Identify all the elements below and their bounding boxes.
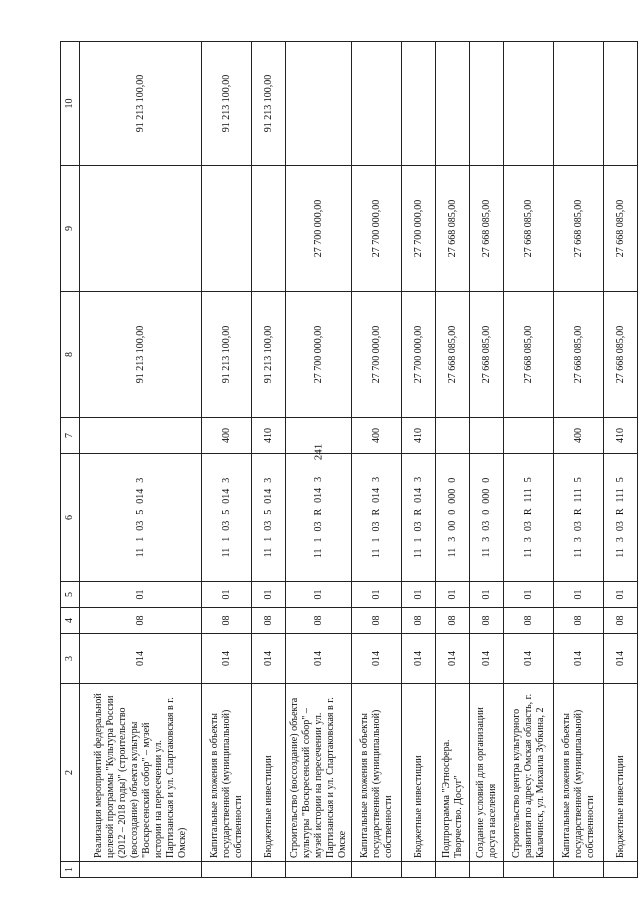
- table-row: [470, 42, 504, 878]
- table-header-row: [61, 42, 80, 878]
- cell-section: 08: [504, 608, 554, 634]
- cell-total: 91 213 100,00: [80, 292, 202, 418]
- cell-name: Бюджетные инвестиции: [604, 684, 638, 862]
- cell-name: Капитальные вложения в объекты государственной (муниципальной) собственности: [352, 684, 402, 862]
- cell-ministry-code: 014: [286, 634, 352, 684]
- column-header-9: 9: [61, 166, 80, 292]
- cell-col10: 91 213 100,00: [202, 42, 252, 166]
- cell-name: Капитальные вложения в объекты государственной (муниципальной) собственности: [554, 684, 604, 862]
- cell-ministry-code: 014: [252, 634, 286, 684]
- target-article-part: 5: [262, 509, 274, 515]
- table-row: [286, 42, 352, 878]
- target-article-part: 111: [522, 488, 534, 503]
- target-article-part: 11: [446, 547, 458, 558]
- cell-col9: [252, 166, 286, 292]
- target-article-part: 3: [134, 477, 146, 483]
- cell-total: 27 668 085,00: [436, 292, 470, 418]
- target-article-part: 03: [572, 521, 584, 532]
- cell-subsection: 01: [202, 582, 252, 608]
- cell-col9: 27 668 085,00: [554, 166, 604, 292]
- target-article-part: 1: [412, 537, 424, 543]
- cell-target-article: [80, 454, 202, 582]
- target-article-part: 3: [412, 476, 424, 482]
- cell-col1: [504, 862, 554, 878]
- target-article-part: R: [614, 508, 626, 516]
- cell-col9: [80, 166, 202, 292]
- cell-col1: [554, 862, 604, 878]
- cell-col9: [202, 166, 252, 292]
- cell-target-article: [470, 454, 504, 582]
- target-article-part: R: [572, 508, 584, 516]
- target-article-part: 111: [572, 488, 584, 503]
- cell-ministry-code: 014: [402, 634, 436, 684]
- cell-name: Создание условий для организации досуга населения: [470, 684, 504, 862]
- cell-section: 08: [286, 608, 352, 634]
- cell-ministry-code: 014: [352, 634, 402, 684]
- target-article-part: 0: [446, 509, 458, 515]
- table-row: [352, 42, 402, 878]
- cell-total: 91 213 100,00: [202, 292, 252, 418]
- cell-total: 91 213 100,00: [252, 292, 286, 418]
- target-article-part: 3: [370, 476, 382, 482]
- cell-section: 08: [604, 608, 638, 634]
- cell-name: Бюджетные инвестиции: [252, 684, 286, 862]
- table-row: [554, 42, 604, 878]
- cell-target-article: [554, 454, 604, 582]
- target-article-part: 000: [480, 488, 492, 504]
- cell-total: 27 700 000,00: [286, 292, 352, 418]
- cell-col10: [554, 42, 604, 166]
- cell-name: Строительство (воссоздание) объекта культуры "Воскресенский собор" – музей истории на пересечении ул. Партизанская и ул. Спартаковская в г. Омске: [286, 684, 352, 862]
- target-article-part: 03: [134, 520, 146, 531]
- cell-name: Бюджетные инвестиции: [402, 684, 436, 862]
- cell-col10: 91 213 100,00: [80, 42, 202, 166]
- cell-col10: [286, 42, 352, 166]
- target-article-part: 014: [220, 488, 232, 504]
- target-article-part: 11: [220, 547, 232, 558]
- target-article-part: 11: [312, 548, 324, 559]
- cell-col9: 27 700 000,00: [352, 166, 402, 292]
- table-row: [436, 42, 470, 878]
- target-article-part: 11: [572, 548, 584, 558]
- cell-section: 08: [402, 608, 436, 634]
- cell-target-article: [286, 454, 352, 582]
- target-article-part: 03: [614, 521, 626, 532]
- target-article-part: 3: [220, 477, 232, 483]
- cell-expense-type: [286, 418, 352, 454]
- target-article-part: 03: [480, 520, 492, 531]
- cell-col1: [402, 862, 436, 878]
- cell-name: Реализация мероприятий федеральной целевой программы "Культура России (2012 – 2018 годы)" (строительство (воссоздание) объекта культуры "Воскресенский собор" – музей истории на пересечении ул. Партизанская и ул. Спартаковская в г. Омске): [80, 684, 202, 862]
- cell-col1: [202, 862, 252, 878]
- column-header-3: 3: [61, 634, 80, 684]
- table-row: [402, 42, 436, 878]
- cell-section: 08: [470, 608, 504, 634]
- cell-target-article: [436, 454, 470, 582]
- cell-total: 27 668 085,00: [470, 292, 504, 418]
- target-article-part: 03: [522, 521, 534, 532]
- target-article-part: 014: [312, 487, 324, 503]
- target-article-part: 3: [446, 536, 458, 542]
- target-article-part: 3: [614, 537, 626, 543]
- cell-name: Подпрограмма "Этносфера. Творчество. Досуг": [436, 684, 470, 862]
- budget-table-wrap: [60, 42, 626, 878]
- cell-name: Строительство центра культурного развития по адресу: Омская область, г. Калачинск, ул. Михаила Зубкина, 2: [504, 684, 554, 862]
- cell-total: 27 668 085,00: [554, 292, 604, 418]
- target-article-part: R: [370, 508, 382, 516]
- cell-col10: [402, 42, 436, 166]
- target-article-part: 03: [412, 521, 424, 532]
- cell-expense-type: [470, 418, 504, 454]
- cell-col10: [604, 42, 638, 166]
- cell-subsection: 01: [80, 582, 202, 608]
- budget-table: [60, 41, 638, 878]
- cell-col9: 27 668 085,00: [436, 166, 470, 292]
- cell-col1: [436, 862, 470, 878]
- target-article-part: 1: [262, 536, 274, 542]
- target-article-part: 5: [220, 509, 232, 515]
- cell-col9: 27 668 085,00: [504, 166, 554, 292]
- cell-target-article: [402, 454, 436, 582]
- cell-ministry-code: 014: [554, 634, 604, 684]
- target-article-part: R: [412, 508, 424, 516]
- cell-col1: [470, 862, 504, 878]
- target-article-part: 0: [446, 477, 458, 483]
- table-row: [504, 42, 554, 878]
- column-header-8: 8: [61, 292, 80, 418]
- cell-total: 27 700 000,00: [352, 292, 402, 418]
- cell-col1: [80, 862, 202, 878]
- target-article-part: 000: [446, 488, 458, 504]
- target-article-part: 1: [312, 537, 324, 543]
- cell-target-article: [352, 454, 402, 582]
- cell-expense-type: 410: [604, 418, 638, 454]
- target-article-part: 1: [134, 536, 146, 542]
- cell-subsection: 01: [504, 582, 554, 608]
- target-article-part: 3: [572, 537, 584, 543]
- table-row: [202, 42, 252, 878]
- cell-name: Капитальные вложения в объекты государственной (муниципальной) собственности: [202, 684, 252, 862]
- target-article-part: 11: [262, 547, 274, 558]
- cell-col9: 27 700 000,00: [286, 166, 352, 292]
- cell-ministry-code: 014: [470, 634, 504, 684]
- cell-col9: 27 668 085,00: [470, 166, 504, 292]
- cell-section: 08: [352, 608, 402, 634]
- cell-subsection: 01: [352, 582, 402, 608]
- cell-expense-type: [436, 418, 470, 454]
- cell-ministry-code: 014: [504, 634, 554, 684]
- cell-expense-type: 410: [252, 418, 286, 454]
- cell-col1: [252, 862, 286, 878]
- cell-ministry-code: 014: [202, 634, 252, 684]
- cell-subsection: 01: [436, 582, 470, 608]
- target-article-part: 11: [134, 547, 146, 558]
- cell-col10: 91 213 100,00: [252, 42, 286, 166]
- target-article-part: 111: [614, 488, 626, 503]
- cell-col9: 27 668 085,00: [604, 166, 638, 292]
- cell-subsection: 01: [402, 582, 436, 608]
- target-article-part: 11: [480, 547, 492, 558]
- column-header-6: 6: [61, 454, 80, 582]
- target-article-part: 11: [370, 548, 382, 559]
- target-article-part: 014: [370, 487, 382, 503]
- cell-total: 27 700 000,00: [402, 292, 436, 418]
- cell-subsection: 01: [604, 582, 638, 608]
- cell-col1: [604, 862, 638, 878]
- cell-target-article: [604, 454, 638, 582]
- target-article-part: 5: [572, 477, 584, 483]
- target-article-part: 03: [370, 521, 382, 532]
- cell-expense-type: 400: [554, 418, 604, 454]
- cell-subsection: 01: [286, 582, 352, 608]
- cell-subsection: 01: [252, 582, 286, 608]
- cell-col1: [286, 862, 352, 878]
- cell-section: 08: [80, 608, 202, 634]
- target-article-part: 11: [614, 548, 626, 558]
- target-article-part: 5: [522, 477, 534, 483]
- target-article-part: 3: [522, 537, 534, 543]
- table-row: [80, 42, 202, 878]
- cell-target-article: [504, 454, 554, 582]
- cell-expense-type: [504, 418, 554, 454]
- cell-col10: [470, 42, 504, 166]
- cell-ministry-code: 014: [80, 634, 202, 684]
- target-article-part: 5: [134, 509, 146, 515]
- target-article-part: 1: [220, 536, 232, 542]
- cell-section: 08: [436, 608, 470, 634]
- table-row: [604, 42, 638, 878]
- target-article-part: 014: [412, 487, 424, 503]
- cell-ministry-code: 014: [604, 634, 638, 684]
- target-article-part: 11: [522, 548, 534, 558]
- cell-total: 27 668 085,00: [504, 292, 554, 418]
- target-article-part: 3: [312, 476, 324, 482]
- cell-expense-type: 400: [352, 418, 402, 454]
- column-header-5: 5: [61, 582, 80, 608]
- cell-subsection: 01: [554, 582, 604, 608]
- cell-section: 08: [252, 608, 286, 634]
- cell-expense-type: [80, 418, 202, 454]
- cell-subsection: 01: [470, 582, 504, 608]
- cell-ministry-code: 014: [436, 634, 470, 684]
- column-header-7: 7: [61, 418, 80, 454]
- target-article-part: 014: [134, 488, 146, 504]
- cell-col9: 27 700 000,00: [402, 166, 436, 292]
- column-header-10: 10: [61, 42, 80, 166]
- cell-col10: [436, 42, 470, 166]
- table-row: [252, 42, 286, 878]
- target-article-part: 03: [220, 520, 232, 531]
- cell-expense-type: 410: [402, 418, 436, 454]
- column-header-1: 1: [61, 862, 80, 878]
- cell-section: 08: [554, 608, 604, 634]
- target-article-part: 03: [312, 521, 324, 532]
- target-article-part: 00: [446, 520, 458, 531]
- target-article-part: 5: [614, 477, 626, 483]
- column-header-2: 2: [61, 684, 80, 862]
- target-article-part: 3: [262, 477, 274, 483]
- cell-expense-type: 400: [202, 418, 252, 454]
- target-article-part: 03: [262, 520, 274, 531]
- column-header-4: 4: [61, 608, 80, 634]
- cell-col1: [352, 862, 402, 878]
- target-article-part: 1: [370, 537, 382, 543]
- target-article-part: 11: [412, 548, 424, 559]
- cell-target-article: [202, 454, 252, 582]
- target-article-part: 3: [480, 536, 492, 542]
- target-article-part: R: [312, 508, 324, 516]
- cell-col10: [504, 42, 554, 166]
- target-article-part: 0: [480, 477, 492, 483]
- cell-section: 08: [202, 608, 252, 634]
- target-article-part: R: [522, 508, 534, 516]
- cell-col10: [352, 42, 402, 166]
- target-article-part: 014: [262, 488, 274, 504]
- page-number: 241: [312, 443, 325, 461]
- cell-target-article: [252, 454, 286, 582]
- target-article-part: 0: [480, 509, 492, 515]
- cell-total: 27 668 085,00: [604, 292, 638, 418]
